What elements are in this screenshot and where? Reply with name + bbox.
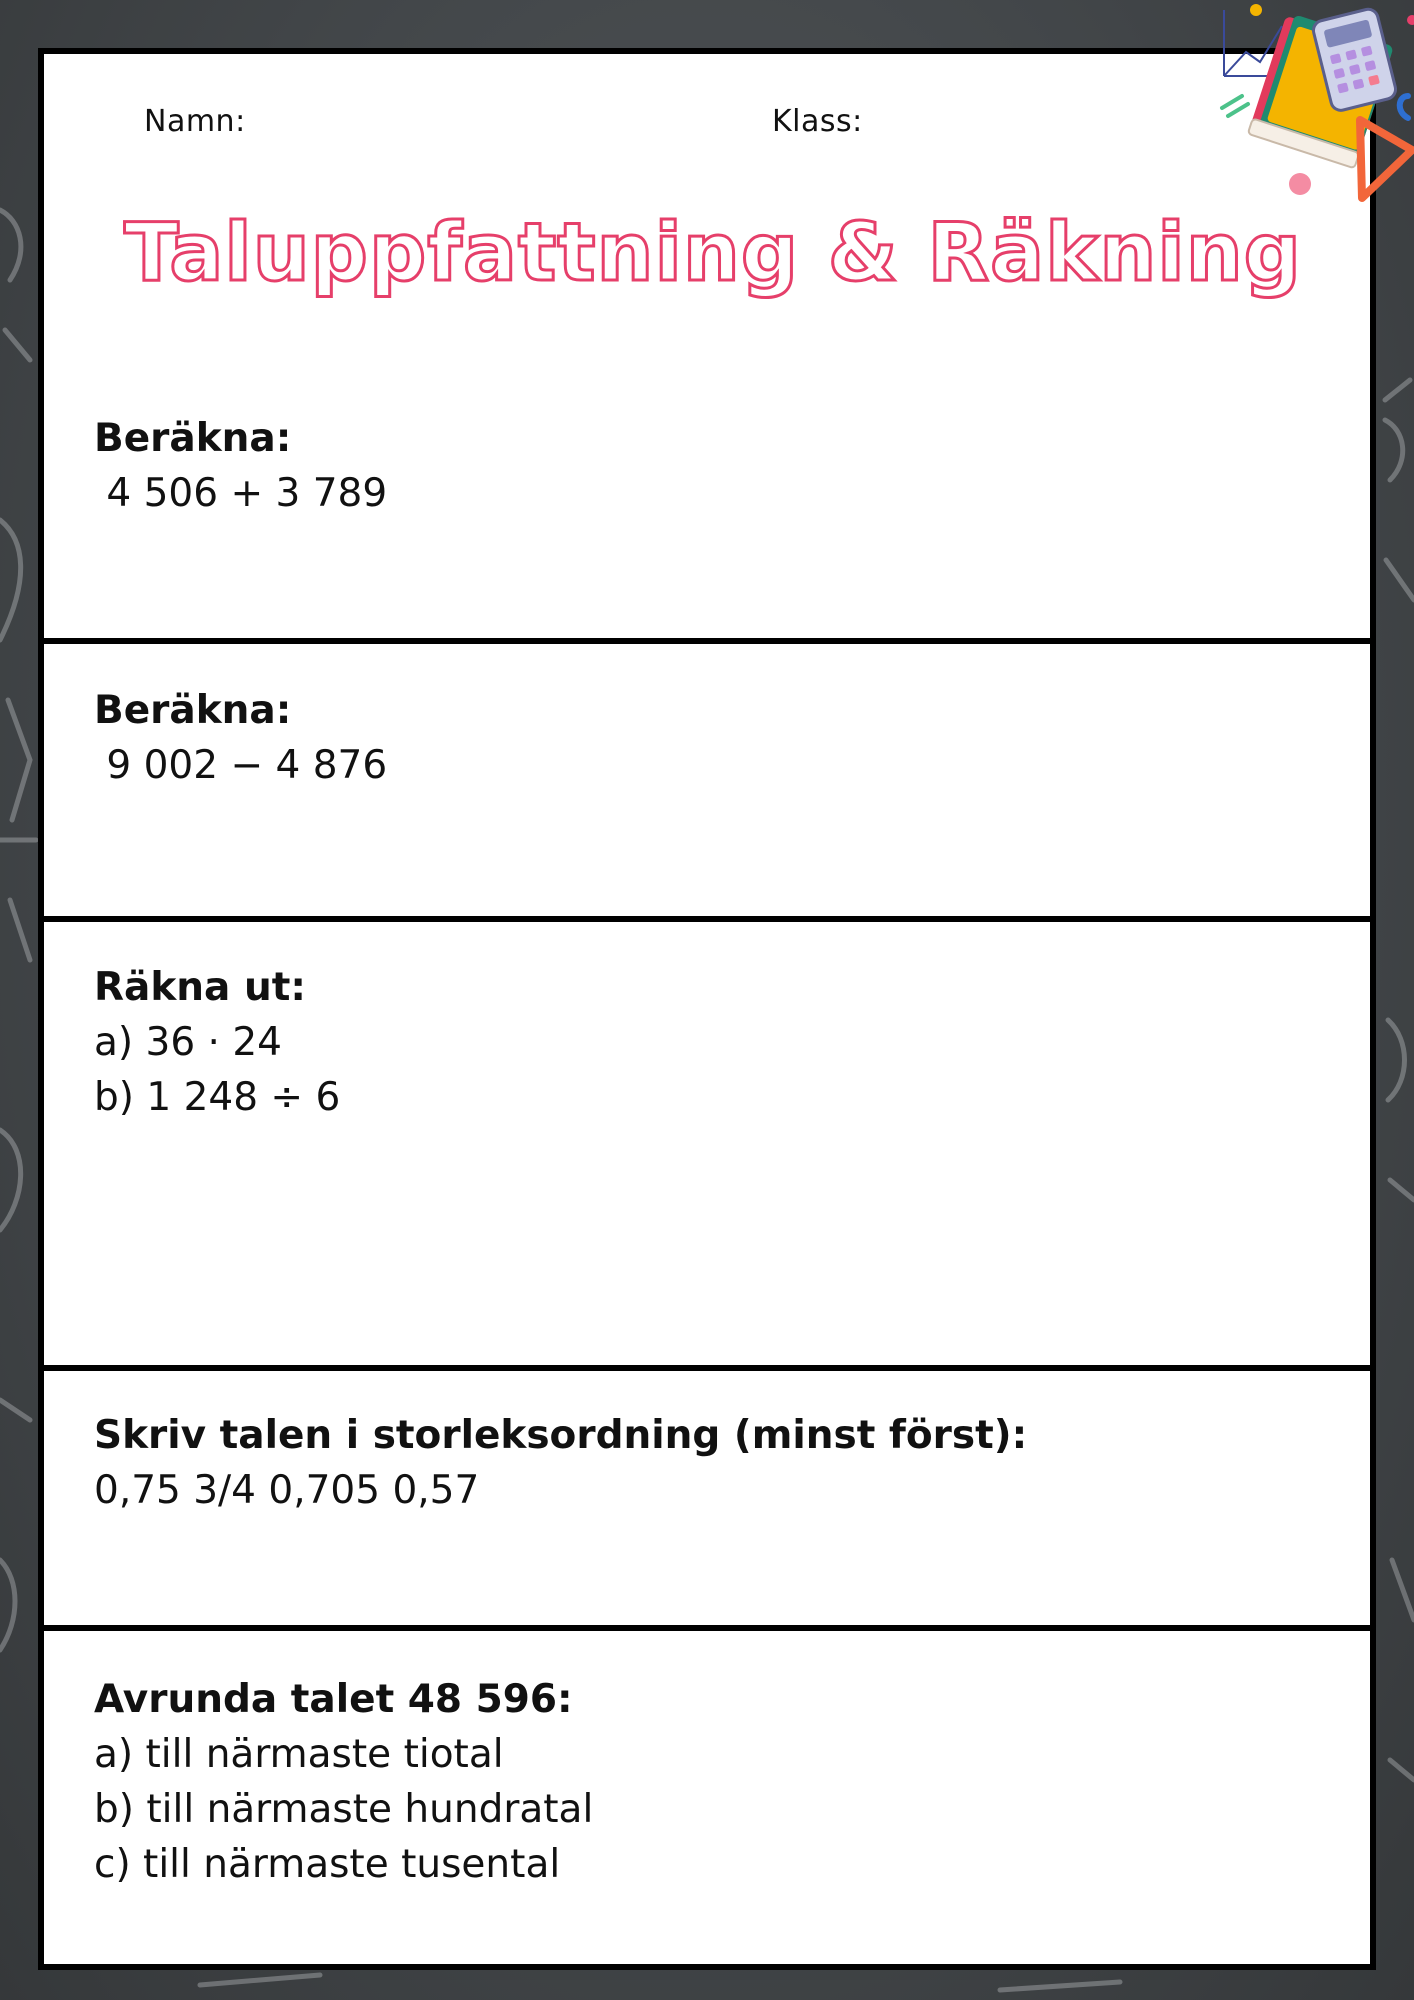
- question-5-heading: Avrunda talet 48 596:: [94, 1677, 573, 1722]
- question-1-line-1: 4 506 + 3 789: [94, 471, 388, 516]
- name-label: Namn:: [144, 104, 246, 139]
- question-4-heading: Skriv talen i storleksordning (minst först):: [94, 1413, 1028, 1458]
- question-2: [44, 683, 1370, 793]
- question-5-line-1: a) till närmaste tiotal: [94, 1732, 504, 1777]
- question-4: [44, 1408, 1370, 1518]
- question-2-line-1: 9 002 − 4 876: [94, 743, 388, 788]
- question-5-line-2: b) till närmaste hundratal: [94, 1787, 594, 1832]
- section-divider: [38, 916, 1376, 922]
- worksheet-title: Taluppfattning & Räkning: [124, 206, 1302, 299]
- math-supplies-icon: [1212, 0, 1414, 205]
- question-5-line-3: c) till närmaste tusental: [94, 1842, 561, 1887]
- question-1-heading: Beräkna:: [94, 416, 292, 461]
- question-5: [44, 1672, 1370, 1892]
- question-1: [44, 411, 1370, 521]
- question-4-line-1: 0,75 3/4 0,705 0,57: [94, 1468, 480, 1513]
- question-2-heading: Beräkna:: [94, 688, 292, 733]
- section-divider: [38, 1365, 1376, 1371]
- class-label: Klass:: [772, 104, 863, 139]
- section-divider: [38, 638, 1376, 644]
- question-3-heading: Räkna ut:: [94, 965, 306, 1010]
- worksheet: [38, 48, 1376, 1970]
- question-3-line-2: b) 1 248 ÷ 6: [94, 1075, 341, 1120]
- question-3-line-1: a) 36 · 24: [94, 1020, 282, 1065]
- question-3: [44, 960, 1370, 1125]
- section-divider: [38, 1625, 1376, 1631]
